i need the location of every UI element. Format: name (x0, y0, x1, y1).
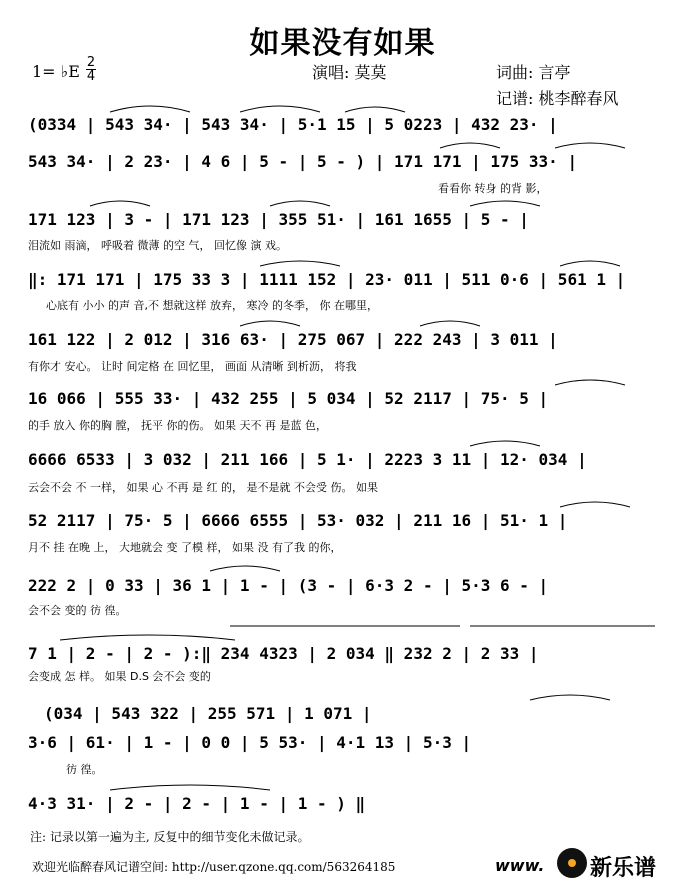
lyric-row-4: 心底有 小小 的声 音,不 想就这样 放弃， 寒冷 的冬季， 你 在哪里， (46, 299, 378, 312)
transcriber-credit: 记谱: 桃李醉春风 (496, 89, 619, 108)
footer-note: 注: 记录以第一遍为主, 反复中的细节变化未做记录。 (30, 830, 310, 844)
lyric-row-6: 的手 放入 你的胸 膛， 抚平 你的伤。 如果 天不 再 是蓝 色， (28, 419, 327, 432)
score-row-4: ‖: 171 171 | 175 33 3 | 1111 152 | 23· 011 | 511 0·6 | 561 1 | (28, 270, 626, 289)
score-row-9: 222 2 | 0 33 | 36 1 | 1 - | (3 - | 6·3 2 - | 5·3 6 - | (28, 576, 549, 595)
score-row-2: 543 34· | 2 23· | 4 6 | 5 - | 5 - ) | 171 171 | 175 33· | (28, 152, 578, 171)
footer-welcome: 欢迎光临醉春风记谱空间: http://user.qzone.qq.com/563264185 (32, 860, 396, 874)
score-row-5: 161 122 | 2 012 | 316 63· | 275 067 | 222 243 | 3 011 | (28, 330, 558, 349)
score-row-13: 4·3 31· | 2 - | 2 - | 1 - | 1 - ) ‖ (28, 794, 366, 813)
singer-credit: 演唱: 莫莫 (312, 63, 387, 82)
page-title: 如果没有如果 (249, 26, 436, 61)
lyric-row-12: 彷 徨。 (66, 763, 103, 776)
lyric-row-3: 泪流如 雨滴， 呼吸着 微薄 的空 气， 回忆像 演 戏。 (28, 239, 287, 252)
slur-arc (555, 143, 625, 148)
slur-arc (530, 695, 610, 700)
score-row-6: 16 066 | 555 33· | 432 255 | 5 034 | 52 2117 | 75· 5 | (28, 389, 549, 408)
slur-arc (210, 566, 280, 571)
slur-arc (345, 107, 405, 112)
key-signature: 1= ♭E (32, 62, 80, 81)
slur-arc (555, 380, 625, 385)
slur-arc (560, 502, 630, 507)
brand-logo-dot-icon (568, 859, 576, 867)
slur-arc (240, 106, 320, 112)
slur-arc (470, 441, 540, 446)
lyric-row-7: 云会不会 不 一样， 如果 心 不再 是 红 的， 是不是就 不会受 伤。 如果 (28, 481, 378, 494)
slur-arc (270, 201, 330, 206)
lyric-row-8: 月不 挂 在晚 上， 大地就会 变 了模 样， 如果 没 有了我 的你， (28, 541, 342, 554)
slur-arc (60, 635, 235, 640)
lyricist-credit: 词曲: 言亭 (496, 63, 571, 82)
score-row-7: 6666 6533 | 3 032 | 211 166 | 5 1· | 2223 3 11 | 12· 034 | (28, 450, 587, 469)
brand-name: 新乐谱 (590, 856, 657, 881)
lyric-row-5: 有你才 安心。 让时 间定格 在 回忆里， 画面 从清晰 到析沥， 将我 (28, 360, 357, 373)
slur-arc (440, 143, 500, 148)
time-signature-bottom: 4 (86, 69, 96, 84)
slur-arc (90, 201, 150, 206)
slur-arc (260, 261, 340, 266)
slur-arc (240, 321, 300, 326)
slur-arc (110, 106, 190, 112)
slur-arc (420, 321, 480, 326)
score-row-10: 7 1 | 2 - | 2 - ):‖ 234 4323 | 2 034 ‖ 232 2 | 2 33 | (28, 644, 539, 663)
slur-arc (560, 261, 620, 266)
lyric-row-2: 看看你 转身 的背 影， (438, 182, 548, 195)
score-row-8: 52 2117 | 75· 5 | 6666 6555 | 53· 032 | 211 16 | 51· 1 | (28, 511, 568, 530)
lyric-row-9: 会不会 变的 彷 徨。 (28, 604, 127, 617)
score-row-1: (0334 | 543 34· | 543 34· | 5·1 15 | 5 0223 | 432 23· | (28, 115, 558, 134)
lyric-row-10: 会变成 怎 样。 如果 D.S 会不会 变的 (28, 670, 211, 683)
score-row-12: 3·6 | 61· | 1 - | 0 0 | 5 53· | 4·1 13 | 5·3 | (28, 733, 472, 752)
score-row-11: (034 | 543 322 | 255 571 | 1 071 | (44, 704, 372, 723)
slur-arc (470, 201, 540, 206)
score-row-3: 171 123 | 3 - | 171 123 | 355 51· | 161 1655 | 5 - | (28, 210, 529, 229)
time-signature-top: 2 (86, 55, 96, 70)
slur-arc (110, 785, 270, 790)
site-prefix: www. (495, 856, 545, 875)
